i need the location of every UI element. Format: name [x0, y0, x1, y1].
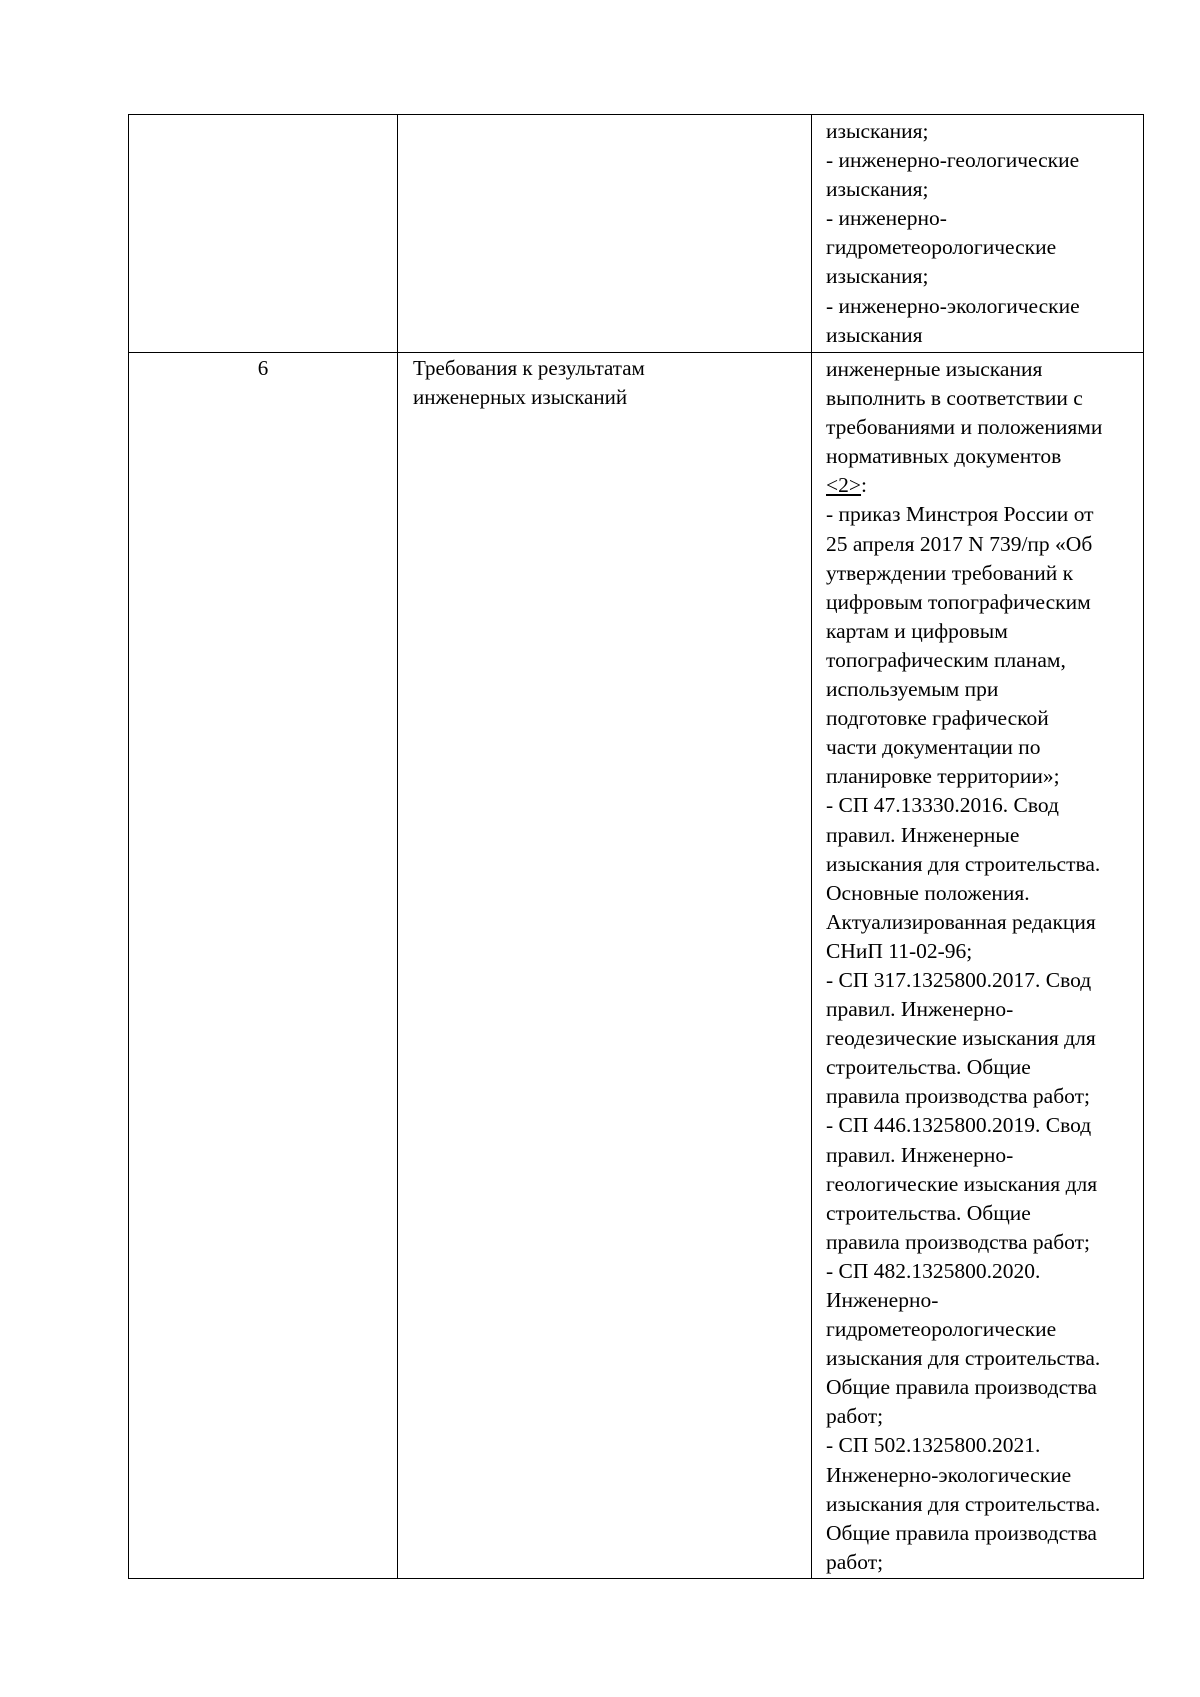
- value-line: СНиП 11-02-96;: [826, 938, 973, 963]
- value-line: изыскания для строительства.: [826, 1346, 1101, 1371]
- footnote-link[interactable]: <2>: [826, 473, 862, 498]
- value-line: строительства. Общие: [826, 1200, 1031, 1225]
- value-line: геологические изыскания для: [826, 1171, 1098, 1196]
- value-line: используемым при: [826, 677, 999, 702]
- value-line: - инженерно-геологические: [826, 148, 1080, 173]
- row-name-line: инженерных изысканий: [413, 385, 628, 409]
- row-value-cell: [812, 115, 1144, 353]
- value-line: правил. Инженерно-: [826, 997, 1014, 1022]
- value-line: выполнить в соответствии с: [826, 386, 1083, 411]
- value-line: изыскания;: [826, 177, 929, 202]
- value-line: - СП 317.1325800.2017. Свод: [826, 967, 1092, 992]
- value-line: строительства. Общие: [826, 1055, 1031, 1080]
- value-line: Инженерно-: [826, 1288, 939, 1312]
- value-line: планировке территории»;: [826, 764, 1060, 789]
- value-line: гидрометеорологические: [826, 1317, 1057, 1342]
- value-line: нормативных документов: [826, 444, 1062, 469]
- value-line: картам и цифровым: [826, 618, 1008, 643]
- value-line: правил. Инженерные: [826, 822, 1020, 847]
- value-line: правила производства работ;: [826, 1229, 1090, 1254]
- value-line: изыскания: [826, 322, 923, 347]
- value-line: Актуализированная редакция: [826, 909, 1096, 934]
- value-line: 25 апреля 2017 N 739/пр «Об: [826, 531, 1093, 556]
- value-line: изыскания для строительства.: [826, 851, 1101, 876]
- value-line: изыскания;: [826, 264, 929, 289]
- row-name-cell: [398, 353, 812, 1579]
- row-name-cell: [398, 115, 812, 353]
- value-line: правил. Инженерно-: [826, 1142, 1014, 1167]
- footnote-line: [826, 471, 1143, 500]
- value-line: изыскания для строительства.: [826, 1491, 1101, 1516]
- value-line: Основные положения.: [826, 880, 1030, 905]
- footnote-suffix: :: [861, 473, 867, 498]
- row-number-cell: [129, 353, 398, 1579]
- value-line: утверждении требований к: [826, 560, 1074, 585]
- value-line: - инженерно-: [826, 206, 947, 231]
- value-line: изыскания;: [826, 119, 929, 143]
- value-line: части документации по: [826, 735, 1041, 760]
- value-line: - приказ Минстроя России от: [826, 502, 1094, 527]
- value-line: - СП 482.1325800.2020.: [826, 1258, 1041, 1283]
- value-line: работ;: [826, 1404, 884, 1429]
- value-line: - СП 446.1325800.2019. Свод: [826, 1113, 1092, 1138]
- value-line: правила производства работ;: [826, 1084, 1090, 1109]
- value-line: инженерные изыскания: [826, 357, 1043, 381]
- row-number: 6: [257, 356, 269, 380]
- value-line: - СП 47.13330.2016. Свод: [826, 793, 1059, 818]
- table-row: [129, 115, 1144, 353]
- value-line: - СП 502.1325800.2021.: [826, 1433, 1041, 1458]
- value-line: гидрометеорологические: [826, 235, 1057, 260]
- value-line: геодезические изыскания для: [826, 1026, 1096, 1051]
- value-line: цифровым топографическим: [826, 589, 1091, 614]
- value-line: топографическим планам,: [826, 647, 1066, 672]
- value-line: - инженерно-экологические: [826, 293, 1080, 318]
- value-line: работ;: [826, 1549, 884, 1574]
- value-line: подготовке графической: [826, 706, 1049, 731]
- value-line: требованиями и положениями: [826, 415, 1103, 440]
- table-row: [129, 353, 1144, 1579]
- requirements-table: [128, 114, 1144, 1579]
- row-value-cell: [812, 353, 1144, 1579]
- value-line: Общие правила производства: [826, 1520, 1097, 1545]
- value-line: Общие правила производства: [826, 1375, 1097, 1400]
- value-line: Инженерно-экологические: [826, 1462, 1072, 1487]
- row-name-line: Требования к результатам: [413, 356, 645, 380]
- row-number-cell: [129, 115, 398, 353]
